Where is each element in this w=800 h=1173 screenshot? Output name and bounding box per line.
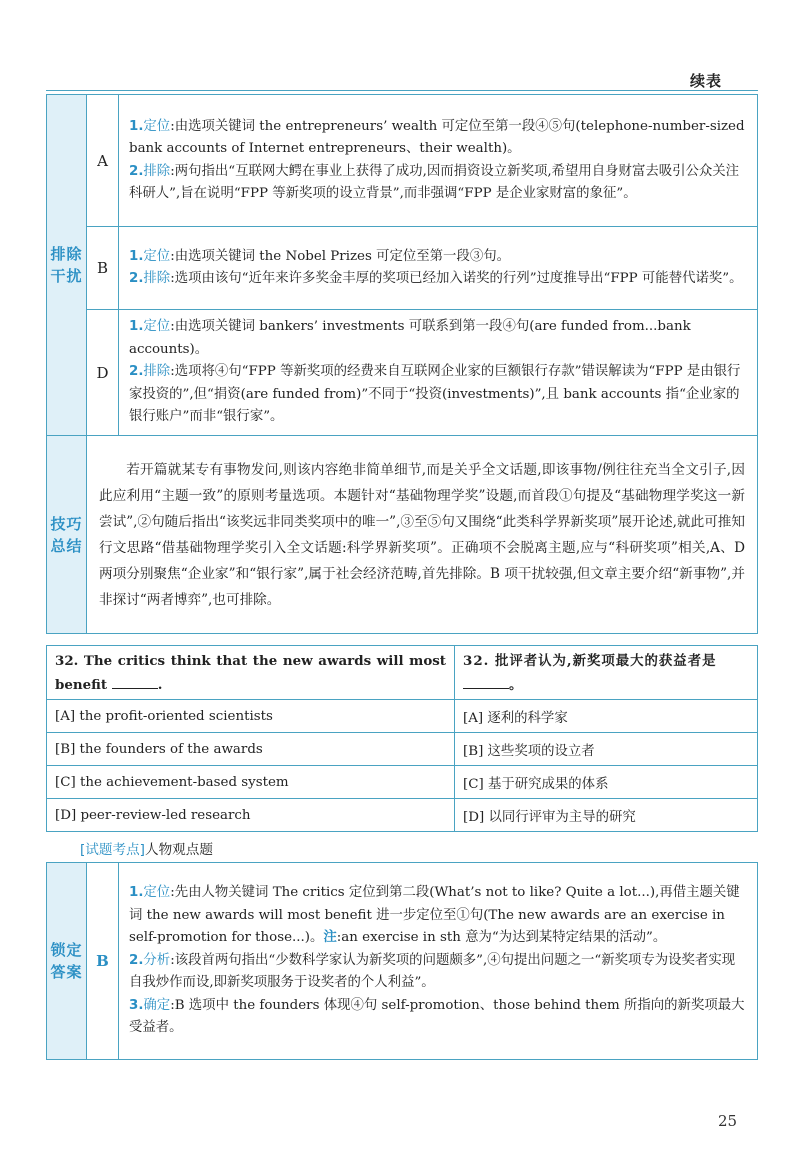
item-number: 2. <box>129 364 144 380</box>
table-row <box>47 733 758 766</box>
option-d-en: [D] peer-review-led research <box>47 799 455 832</box>
option-letter: D <box>87 310 119 436</box>
stem-en-text: 32. The critics think that the new awards will most benefit <box>55 652 446 693</box>
stem-en-period: . <box>157 676 163 693</box>
question-stem-zh <box>455 646 758 700</box>
table-row <box>47 766 758 799</box>
answer-letter: B <box>87 863 119 1060</box>
item-number: 2. <box>129 271 144 286</box>
item-number: 2. <box>129 163 144 179</box>
keyword-locate: 定位 <box>143 118 171 134</box>
item-number: 1. <box>129 885 144 901</box>
question-table <box>46 645 758 832</box>
keyword-locate: 定位 <box>143 248 171 264</box>
option-c-zh: [C] 基于研究成果的体系 <box>455 766 758 799</box>
item-text: :由选项关键词 bankers’ investments 可联系到第一段④句(are funded from...bank accounts)。 <box>129 319 691 357</box>
keyword-analyze: 分析 <box>143 952 171 968</box>
stem-zh-period: 。 <box>509 676 524 693</box>
test-point-line <box>80 838 213 858</box>
question-stem-en <box>47 646 455 700</box>
table-row <box>47 646 758 700</box>
option-b-zh: [B] 这些奖项的设立者 <box>455 733 758 766</box>
answer-blank <box>463 674 509 689</box>
exclude-distractors-label: 排除干扰 <box>47 95 87 436</box>
test-point-text: 人物观点题 <box>144 842 213 858</box>
lock-answer-label: 锁定答案 <box>47 863 87 1060</box>
option-d-zh: [D] 以同行评审为主导的研究 <box>455 799 758 832</box>
note-keyword: 注 <box>323 930 337 946</box>
item-text: :选项将④句“FPP 等新奖项的经费来自互联网企业家的巨额银行存款”错误解读为“FPP 是由银行家投资的”,但“捐资(are funded from)”不同于“投资(investments)”,且 bank accounts 指“企业家的银行账户”而非“银行家”。 <box>129 364 741 425</box>
table-row <box>47 310 758 436</box>
analysis-table <box>46 94 758 634</box>
option-d-analysis <box>119 310 758 436</box>
table-row <box>47 700 758 733</box>
option-letter: B <box>87 227 119 310</box>
item-number: 3. <box>129 997 144 1013</box>
option-letter: A <box>87 95 119 227</box>
keyword-exclude: 排除 <box>143 163 171 179</box>
option-a-en: [A] the profit-oriented scientists <box>47 700 455 733</box>
table-row <box>47 799 758 832</box>
keyword-locate: 定位 <box>143 319 171 335</box>
skill-summary-text: 若开篇就某专有事物发问,则该内容绝非简单细节,而是关乎全文话题,即该事物/例往往充当全文引子,因此应利用“主题一致”的原则考量选项。本题针对“基础物理学奖”设题,而首段①句提及“基础物理学奖这一新尝试”,②句随后指出“该奖远非同类奖项中的唯一”,③至⑤句又围绕“此类科学界新奖项”展开论述,就此可推知行文思路“借基础物理学奖引入全文话题:科学界新奖项”。正确项不会脱离主题,应与“科研奖项”相关,A、D 两项分别聚焦“企业家”和“银行家”,属于社会经济范畴,首先排除。B 项干扰较强,但文章主要介绍“新事物”,并非探讨“两者博弈”,也可排除。 <box>87 436 758 634</box>
option-a-zh: [A] 逐利的科学家 <box>455 700 758 733</box>
table-row <box>47 436 758 634</box>
item-text: :先由人物关键词 The critics 定位到第二段(What’s not to like? Quite a lot...),再借主题关键词 the new awards will most benefit 进一步定位至①句(The new awards are an exercise in self-promotion for those...)。 <box>129 885 740 946</box>
item-text: :B 选项中 the founders 体现④句 self-promotion、those behind them 所指向的新奖项最大受益者。 <box>129 997 745 1036</box>
keyword-exclude: 排除 <box>143 271 171 286</box>
answer-table <box>46 862 758 1060</box>
item-text: :两句指出“互联网大鳄在事业上获得了成功,因而捐资设立新奖项,希望用自身财富去吸引公众关注科研人”,旨在说明“FPP 等新奖项的设立背景”,而非强调“FPP 是企业家财富的象征”。 <box>129 163 740 201</box>
continued-table-label: 续表 <box>690 72 723 90</box>
answer-blank <box>112 674 158 689</box>
keyword-confirm: 确定 <box>143 997 171 1013</box>
answer-explanation <box>119 863 758 1060</box>
item-text: :由选项关键词 the Nobel Prizes 可定位至第一段③句。 <box>170 248 511 264</box>
option-c-en: [C] the achievement-based system <box>47 766 455 799</box>
table-row <box>47 863 758 1060</box>
keyword-locate: 定位 <box>143 885 171 901</box>
item-number: 2. <box>129 952 144 968</box>
table-row <box>47 227 758 310</box>
option-b-analysis <box>119 227 758 310</box>
test-point-tag: [试题考点] <box>80 842 145 858</box>
page-number: 25 <box>718 1112 738 1130</box>
item-number: 1. <box>129 319 144 335</box>
top-divider <box>46 90 758 91</box>
option-a-analysis <box>119 95 758 227</box>
item-number: 1. <box>129 248 144 264</box>
keyword-exclude: 排除 <box>143 364 171 380</box>
table-row <box>47 95 758 227</box>
stem-zh-text: 32. 批评者认为,新奖项最大的获益者是 <box>463 652 717 669</box>
item-text: :选项由该句“近年来许多奖金丰厚的奖项已经加入诺奖的行列”过度推导出“FPP 可能替代诺奖”。 <box>170 271 743 286</box>
skill-summary-label: 技巧总结 <box>47 436 87 634</box>
item-number: 1. <box>129 118 144 134</box>
item-text: :该段首两句指出“少数科学家认为新奖项的问题颇多”,④句提出问题之一“新奖项专为设奖者实现自我炒作而设,即新奖项服务于设奖者的个人利益”。 <box>129 952 736 991</box>
item-text: :由选项关键词 the entrepreneurs’ wealth 可定位至第一段④⑤句(telephone-number-sized bank accounts of Internet entrepreneurs、their wealth)。 <box>129 118 745 156</box>
option-b-en: [B] the founders of the awards <box>47 733 455 766</box>
note-text: :an exercise in sth 意为“为达到某特定结果的活动”。 <box>336 930 667 946</box>
